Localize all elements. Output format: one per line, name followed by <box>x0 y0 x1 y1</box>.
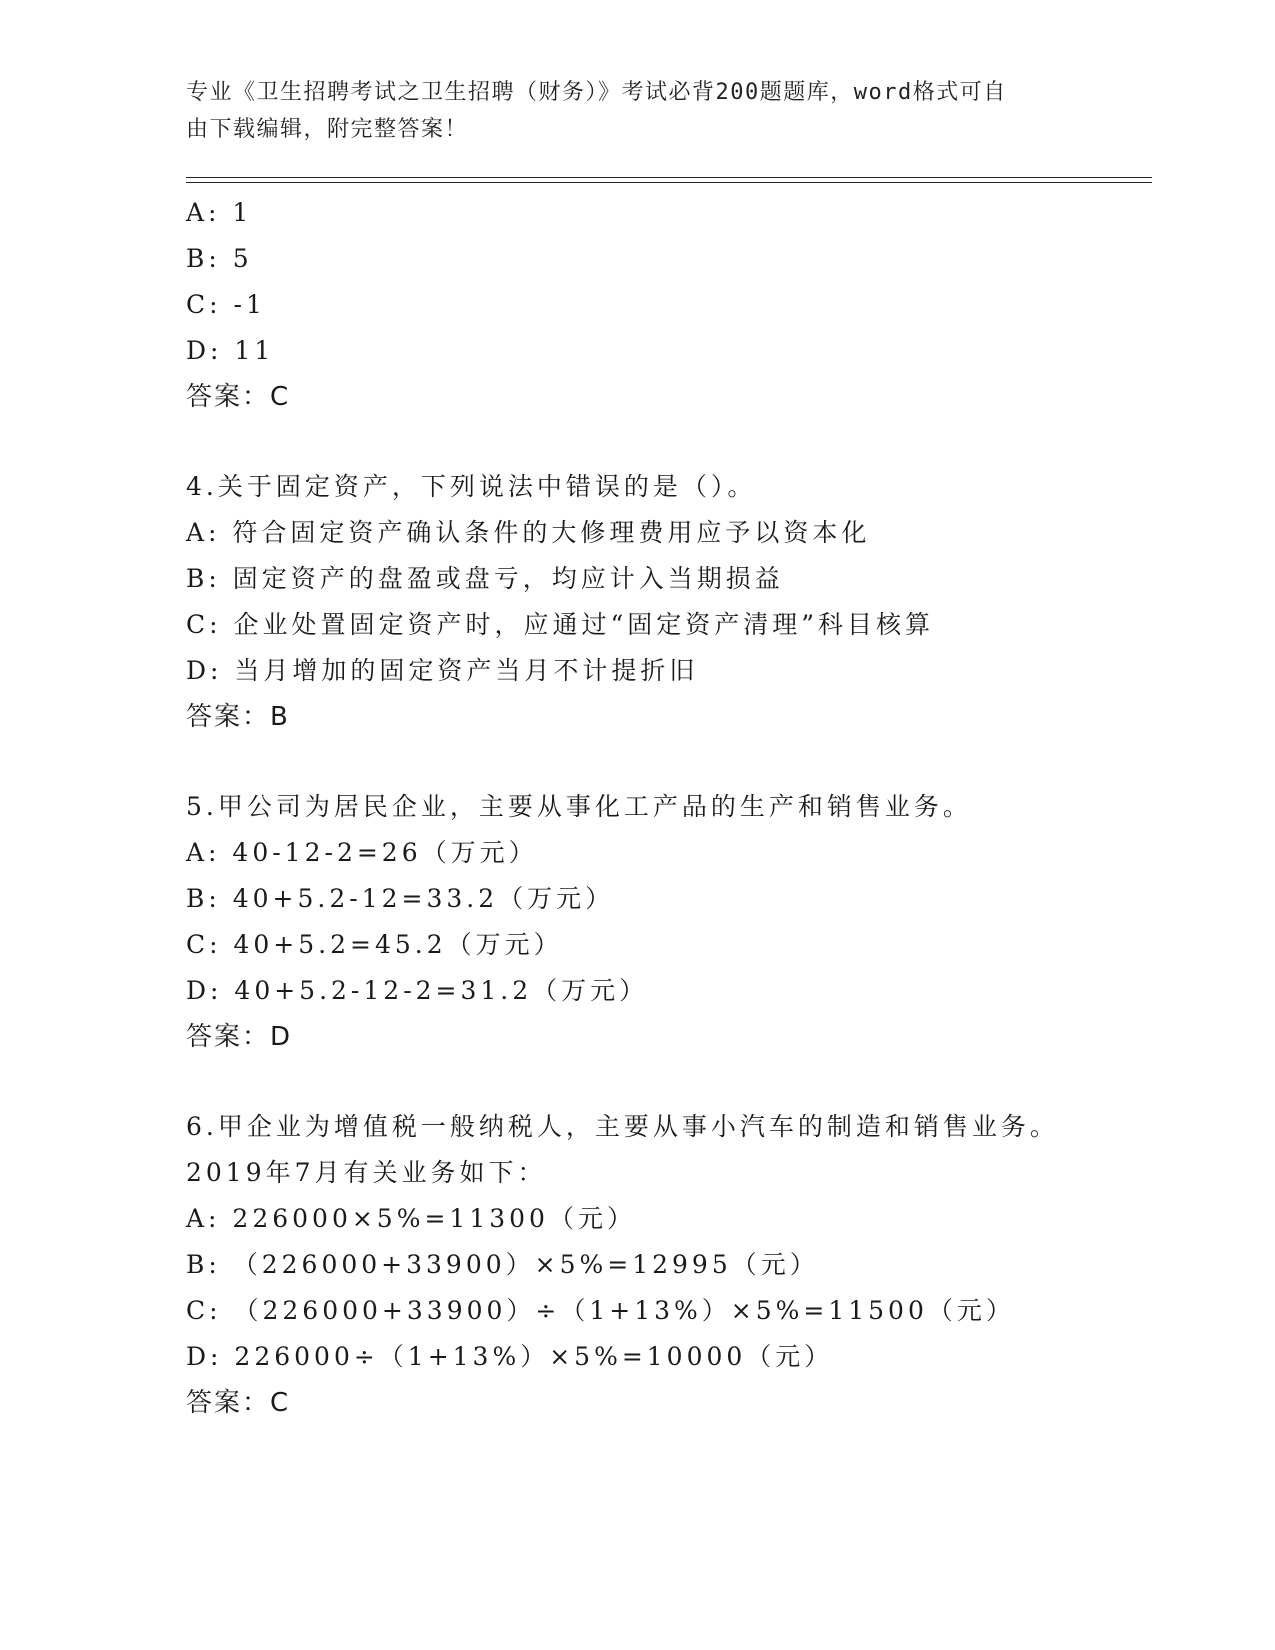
spacer <box>186 420 1166 464</box>
question-4-block <box>186 464 1166 740</box>
q6-stem-line-2: 2019年7月有关业务如下： <box>186 1158 547 1187</box>
header-line-2: 由下载编辑，附完整答案！ <box>186 117 469 142</box>
question-3-block <box>186 190 1166 420</box>
question-6-block <box>186 1104 1166 1426</box>
q6-answer: 答案：C <box>186 1388 291 1418</box>
q6-option-c: C: （226000+33900）÷（1+13%）×5%=11500（元） <box>186 1296 1015 1325</box>
q6-option-a: A: 226000×5%=11300（元） <box>186 1204 636 1233</box>
q4-answer: 答案：B <box>186 702 290 732</box>
question-list <box>186 190 1166 1426</box>
q3-option-b: B: 5 <box>186 244 253 273</box>
spacer <box>186 740 1166 784</box>
q5-option-c: C: 40+5.2=45.2（万元） <box>186 930 563 959</box>
q4-option-a: A: 符合固定资产确认条件的大修理费用应予以资本化 <box>186 518 871 547</box>
q4-stem: 4.关于固定资产，下列说法中错误的是（）。 <box>186 472 757 501</box>
q5-option-a: A: 40-12-2=26（万元） <box>186 838 538 867</box>
document-header <box>186 74 1066 148</box>
spacer <box>186 1060 1166 1104</box>
q6-option-d: D: 226000÷（1+13%）×5%=10000（元） <box>186 1342 834 1371</box>
q5-stem: 5.甲公司为居民企业，主要从事化工产品的生产和销售业务。 <box>186 792 972 821</box>
q3-answer: 答案：C <box>186 382 291 412</box>
q5-answer: 答案：D <box>186 1022 293 1052</box>
q5-option-b: B: 40+5.2-12=33.2（万元） <box>186 884 615 913</box>
q5-option-d: D: 40+5.2-12-2=31.2（万元） <box>186 976 649 1005</box>
q3-option-c: C: -1 <box>186 290 266 319</box>
q3-option-d: D: 11 <box>186 336 275 365</box>
header-divider-bottom <box>186 182 1152 183</box>
q4-option-d: D: 当月增加的固定资产当月不计提折旧 <box>186 656 699 685</box>
q4-option-c: C: 企业处置固定资产时，应通过“固定资产清理”科目核算 <box>186 610 935 639</box>
header-divider-top <box>186 177 1152 178</box>
header-line-1: 专业《卫生招聘考试之卫生招聘（财务）》考试必背200题题库，word格式可自 <box>186 80 1007 105</box>
q3-option-a: A: 1 <box>186 198 253 227</box>
question-5-block <box>186 784 1166 1060</box>
q4-option-b: B: 固定资产的盘盈或盘亏，均应计入当期损益 <box>186 564 784 593</box>
q6-stem-line-1: 6.甲企业为增值税一般纳税人，主要从事小汽车的制造和销售业务。 <box>186 1112 1059 1141</box>
q6-option-b: B: （226000+33900）×5%=12995（元） <box>186 1250 819 1279</box>
